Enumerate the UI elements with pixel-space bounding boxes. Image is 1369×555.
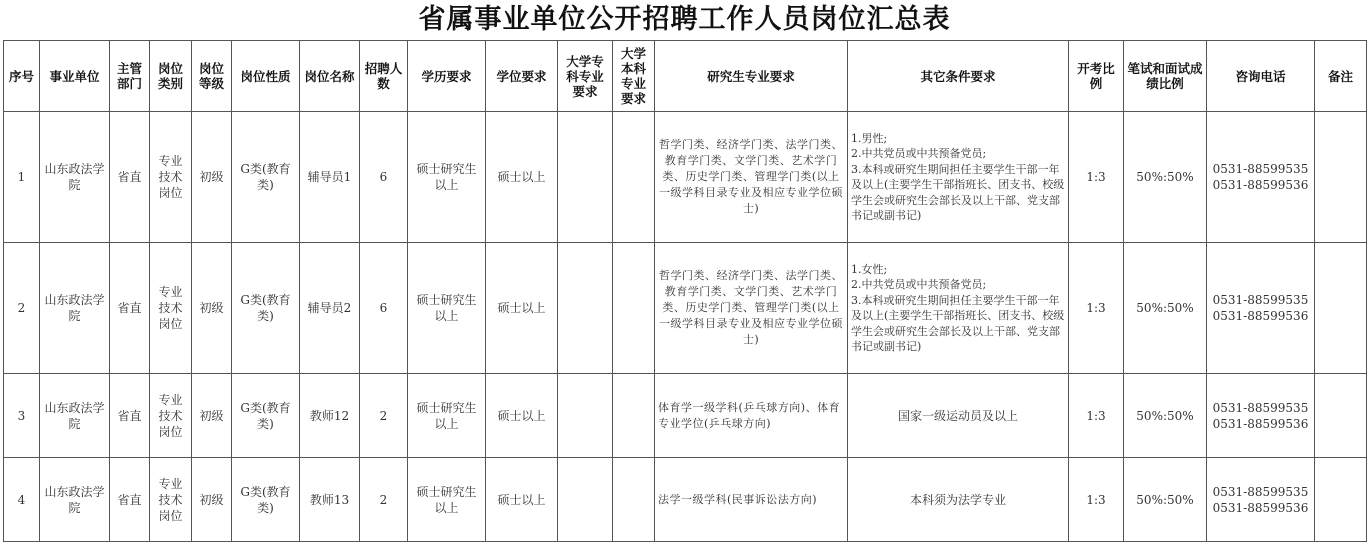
cell-phone bbox=[1207, 243, 1315, 374]
header-seq: 序号 bbox=[4, 41, 40, 112]
cell-graduate: 哲学门类、经济学门类、法学门类、教育学门类、文学门类、艺术学门类、历史学门类、管理学门类(以上一级学科目录专业及相应专业学位硕士) bbox=[655, 112, 848, 243]
phone-1: 0531-88599535 bbox=[1212, 484, 1309, 499]
header-name: 岗位名称 bbox=[300, 41, 360, 112]
header-row bbox=[4, 41, 1367, 112]
cell-unit: 山东政法学院 bbox=[40, 374, 110, 458]
header-category: 岗位类别 bbox=[150, 41, 192, 112]
cell-degree: 硕士以上 bbox=[486, 243, 558, 374]
cell-degree: 硕士以上 bbox=[486, 112, 558, 243]
cell-ratio: 1:3 bbox=[1069, 243, 1124, 374]
page-title: 省属事业单位公开招聘工作人员岗位汇总表 bbox=[418, 4, 951, 35]
header-ratio: 开考比例 bbox=[1069, 41, 1124, 112]
cell-dept: 省直 bbox=[110, 458, 150, 542]
phone-2: 0531-88599536 bbox=[1212, 416, 1309, 431]
cell-note bbox=[1315, 458, 1367, 542]
header-unit: 事业单位 bbox=[40, 41, 110, 112]
cell-dept: 省直 bbox=[110, 374, 150, 458]
cell-degree: 硕士以上 bbox=[486, 458, 558, 542]
cell-seq: 3 bbox=[4, 374, 40, 458]
cell-bachelor bbox=[613, 374, 655, 458]
cell-count: 2 bbox=[360, 374, 408, 458]
cell-phone bbox=[1207, 458, 1315, 542]
cell-unit: 山东政法学院 bbox=[40, 112, 110, 243]
cell-dept: 省直 bbox=[110, 243, 150, 374]
cell-junior bbox=[558, 458, 613, 542]
header-count: 招聘人数 bbox=[360, 41, 408, 112]
cell-junior bbox=[558, 112, 613, 243]
cell-graduate: 体育学一级学科(乒乓球方向)、体育专业学位(乒乓球方向) bbox=[655, 374, 848, 458]
header-note: 备注 bbox=[1315, 41, 1367, 112]
cell-score: 50%:50% bbox=[1124, 243, 1207, 374]
table-row bbox=[4, 112, 1367, 243]
cell-level: 初级 bbox=[192, 458, 232, 542]
phone-1: 0531-88599535 bbox=[1212, 162, 1309, 176]
cell-score: 50%:50% bbox=[1124, 458, 1207, 542]
cell-nature: G类(教育类) bbox=[232, 112, 300, 243]
cell-nature: G类(教育类) bbox=[232, 458, 300, 542]
phone-2: 0531-88599536 bbox=[1212, 500, 1309, 515]
cell-graduate: 哲学门类、经济学门类、法学门类、教育学门类、文学门类、艺术学门类、历史学门类、管理学门类(以上一级学科目录专业及相应专业学位硕士) bbox=[655, 243, 848, 374]
cell-nature: G类(教育类) bbox=[232, 374, 300, 458]
cell-bachelor bbox=[613, 112, 655, 243]
phone-1: 0531-88599535 bbox=[1212, 400, 1309, 415]
cell-unit: 山东政法学院 bbox=[40, 243, 110, 374]
cell-graduate: 法学一级学科(民事诉讼法方向) bbox=[655, 458, 848, 542]
header-nature: 岗位性质 bbox=[232, 41, 300, 112]
cell-edu: 硕士研究生以上 bbox=[408, 458, 486, 542]
cell-note bbox=[1315, 243, 1367, 374]
header-score: 笔试和面试成绩比例 bbox=[1124, 41, 1207, 112]
cell-level: 初级 bbox=[192, 112, 232, 243]
cell-nature: G类(教育类) bbox=[232, 243, 300, 374]
cell-degree: 硕士以上 bbox=[486, 374, 558, 458]
phone-1: 0531-88599535 bbox=[1212, 293, 1309, 307]
header-level: 岗位等级 bbox=[192, 41, 232, 112]
header-dept: 主管部门 bbox=[110, 41, 150, 112]
cell-level: 初级 bbox=[192, 374, 232, 458]
cell-seq: 2 bbox=[4, 243, 40, 374]
phone-2: 0531-88599536 bbox=[1212, 178, 1309, 192]
cell-junior bbox=[558, 243, 613, 374]
cell-name: 辅导员1 bbox=[300, 112, 360, 243]
phone-2: 0531-88599536 bbox=[1212, 309, 1309, 323]
cell-count: 6 bbox=[360, 243, 408, 374]
cell-name: 辅导员2 bbox=[300, 243, 360, 374]
cell-bachelor bbox=[613, 458, 655, 542]
header-bachelor: 大学本科专业要求 bbox=[613, 41, 655, 112]
cell-other: 国家一级运动员及以上 bbox=[848, 374, 1069, 458]
cell-phone bbox=[1207, 374, 1315, 458]
cell-score: 50%:50% bbox=[1124, 374, 1207, 458]
cell-ratio: 1:3 bbox=[1069, 374, 1124, 458]
cell-category: 专业技术岗位 bbox=[150, 243, 192, 374]
header-edu: 学历要求 bbox=[408, 41, 486, 112]
cell-edu: 硕士研究生以上 bbox=[408, 374, 486, 458]
cell-name: 教师13 bbox=[300, 458, 360, 542]
cell-count: 2 bbox=[360, 458, 408, 542]
cell-phone bbox=[1207, 112, 1315, 243]
header-other: 其它条件要求 bbox=[848, 41, 1069, 112]
cell-other: 1.女性; 2.中共党员或中共预备党员; 3.本科或研究生期间担任主要学生干部一年及以上(主要学生干部指班长、团支书、校级学生会或研究生会部长及以上干部、党支部书记或副书记) bbox=[848, 243, 1069, 374]
cell-unit: 山东政法学院 bbox=[40, 458, 110, 542]
cell-category: 专业技术岗位 bbox=[150, 112, 192, 243]
cell-edu: 硕士研究生以上 bbox=[408, 243, 486, 374]
cell-ratio: 1:3 bbox=[1069, 112, 1124, 243]
cell-note bbox=[1315, 374, 1367, 458]
positions-table bbox=[3, 40, 1367, 542]
cell-category: 专业技术岗位 bbox=[150, 374, 192, 458]
header-degree: 学位要求 bbox=[486, 41, 558, 112]
cell-other: 本科须为法学专业 bbox=[848, 458, 1069, 542]
table-row bbox=[4, 243, 1367, 374]
cell-seq: 4 bbox=[4, 458, 40, 542]
cell-note bbox=[1315, 112, 1367, 243]
cell-seq: 1 bbox=[4, 112, 40, 243]
header-junior: 大学专科专业要求 bbox=[558, 41, 613, 112]
cell-level: 初级 bbox=[192, 243, 232, 374]
cell-ratio: 1:3 bbox=[1069, 458, 1124, 542]
header-phone: 咨询电话 bbox=[1207, 41, 1315, 112]
table-row bbox=[4, 458, 1367, 542]
cell-bachelor bbox=[613, 243, 655, 374]
table-row bbox=[4, 374, 1367, 458]
cell-dept: 省直 bbox=[110, 112, 150, 243]
cell-junior bbox=[558, 374, 613, 458]
cell-score: 50%:50% bbox=[1124, 112, 1207, 243]
cell-category: 专业技术岗位 bbox=[150, 458, 192, 542]
cell-edu: 硕士研究生以上 bbox=[408, 112, 486, 243]
header-graduate: 研究生专业要求 bbox=[655, 41, 848, 112]
cell-other: 1.男性; 2.中共党员或中共预备党员; 3.本科或研究生期间担任主要学生干部一年及以上(主要学生干部指班长、团支书、校级学生会或研究生会部长及以上干部、党支部书记或副书记) bbox=[848, 112, 1069, 243]
cell-count: 6 bbox=[360, 112, 408, 243]
cell-name: 教师12 bbox=[300, 374, 360, 458]
